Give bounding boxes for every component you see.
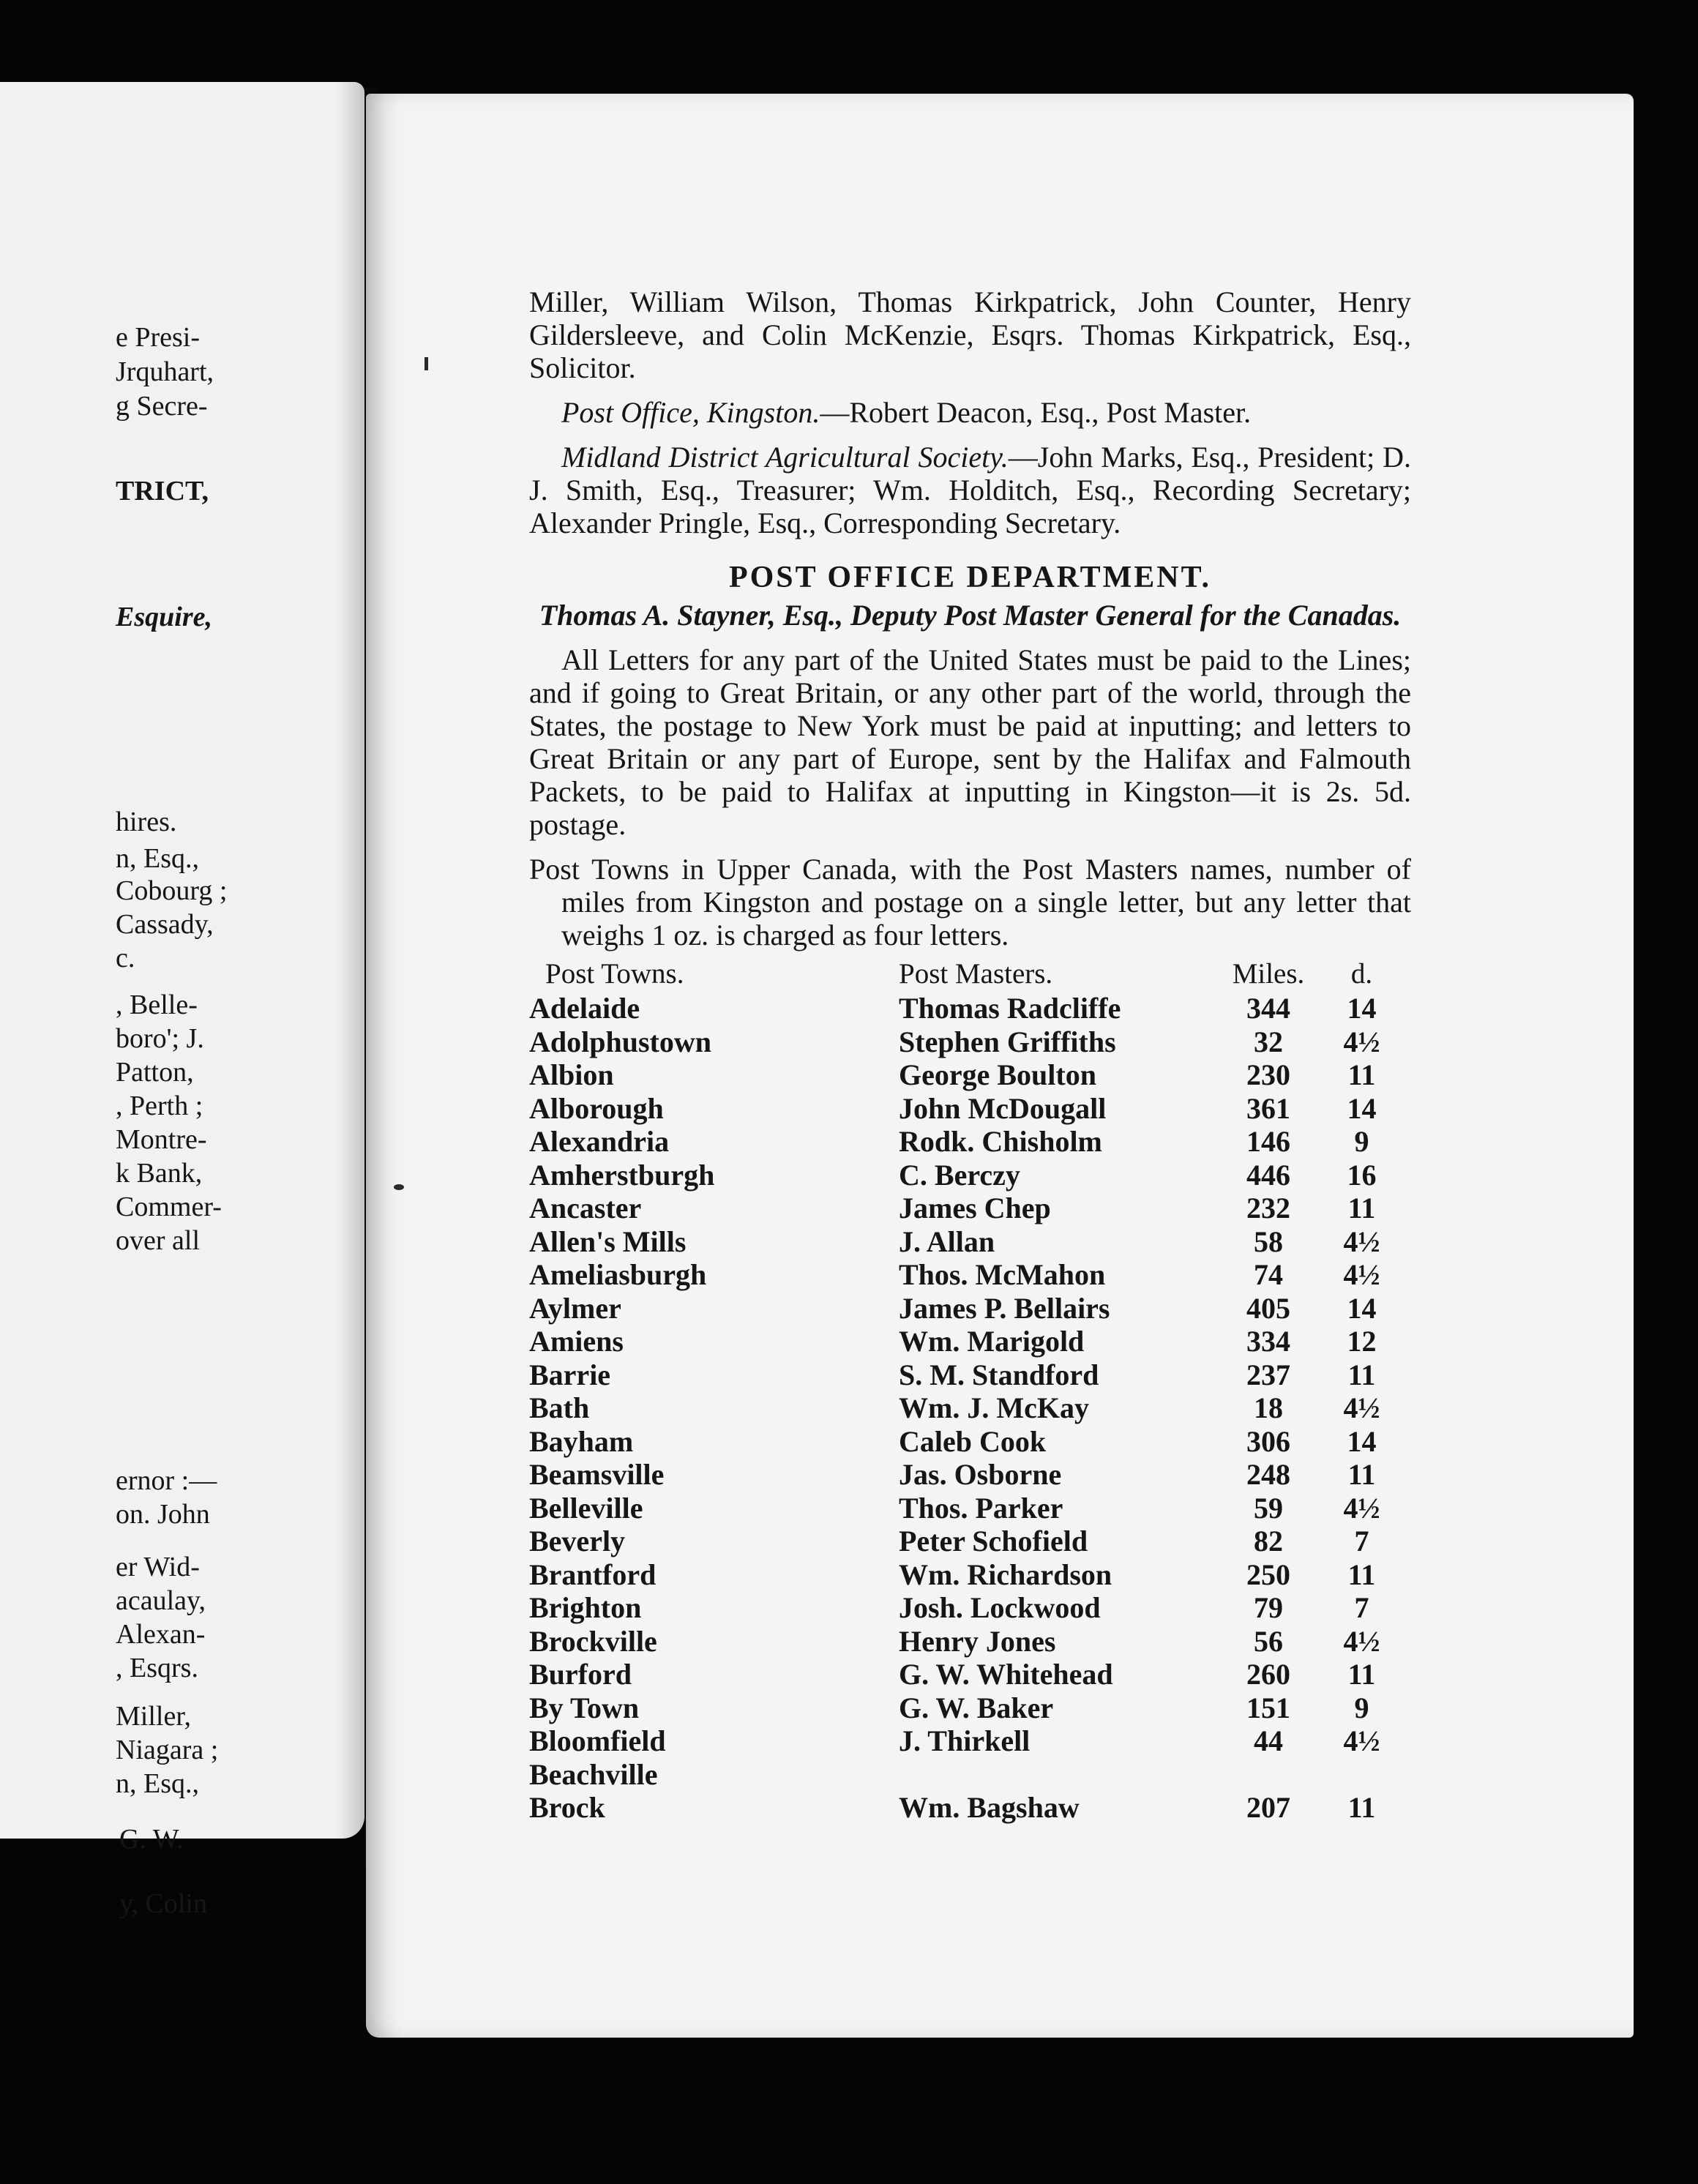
left-page-line: er Wid- [116,1552,200,1582]
table-row [529,1224,1411,1258]
table-body [529,991,1411,1824]
town-cell: Ancaster [529,1192,642,1224]
miles-cell: 151 [1246,1691,1290,1724]
left-page-line: Commer- [116,1192,222,1222]
table-row [529,1358,1411,1391]
town-cell: Aylmer [529,1291,621,1325]
master-cell: John McDougall [899,1091,1107,1125]
left-page-line: ernor :— [116,1465,217,1496]
master-cell: C. Berczy [899,1158,1020,1192]
pence-cell: 4½ [1343,1258,1380,1291]
miles-cell: 306 [1246,1424,1290,1458]
pence-cell: 4½ [1343,1025,1380,1058]
post-towns-table [529,957,1411,1824]
left-page-line: Alexan- [116,1619,206,1650]
table-header [529,957,1411,991]
left-page-line: Esquire, [116,602,212,632]
master-cell: Peter Schofield [899,1525,1088,1557]
left-page-line: TRICT, [116,476,209,506]
ink-speck [424,357,428,370]
pence-cell: 14 [1347,992,1377,1025]
pence-cell: 11 [1347,1058,1376,1091]
town-cell: Beamsville [529,1458,665,1491]
miles-cell: 361 [1246,1091,1290,1125]
left-page-line: Niagara ; [116,1735,219,1765]
miles-cell: 334 [1246,1325,1290,1358]
directors-paragraph: Miller, William Wilson, Thomas Kirkpatrick, John Counter, Henry Gildersleeve, and Colin McKenzie, Esqrs. Thomas Kirkpatrick, Esq., Solicitor. [529,285,1411,384]
agricultural-society [529,441,1411,539]
master-cell: George Boulton [899,1058,1096,1091]
master-cell: Wm. Richardson [899,1557,1112,1591]
table-row [529,1724,1411,1757]
town-cell: Bayham [529,1424,634,1458]
table-row [529,1158,1411,1192]
table-row [529,1391,1411,1424]
pence-cell: 11 [1347,1557,1376,1591]
table-row [529,1757,1411,1791]
master-cell: Stephen Griffiths [899,1025,1116,1058]
town-cell: Beachville [529,1757,658,1791]
miles-cell: 74 [1254,1258,1283,1291]
pence-cell: 14 [1347,1091,1377,1125]
postage-notice: All Letters for any part of the United States must be paid to the Lines; and if going to Great Britain, or any other part of the world, through the States, the postage to New York must be paid at inputting; and letters to Great Britain or any part of Europe, sent by the Halifax and Falmouth Packets, to be paid to Halifax at inputting in Kingston—it is 2s. 5d. postage. [529,643,1411,841]
post-office-label: Post Office, Kingston. [561,396,820,429]
miles-cell: 232 [1246,1192,1290,1224]
table-row [529,1524,1411,1557]
table-row [529,1324,1411,1358]
town-cell: Adelaide [529,992,640,1025]
pence-cell: 11 [1347,1192,1376,1224]
town-cell: Bath [529,1391,590,1424]
pence-cell: 4½ [1343,1724,1380,1757]
gutter-shadow [337,82,364,1839]
master-cell: Henry Jones [899,1624,1056,1658]
table-row [529,1691,1411,1724]
miles-cell: 260 [1246,1658,1290,1691]
miles-cell: 405 [1246,1291,1290,1325]
society-label: Midland District Agricultural Society. [561,441,1009,474]
town-cell: Brock [529,1791,605,1824]
pence-cell: 16 [1347,1158,1377,1192]
master-cell: Jas. Osborne [899,1458,1062,1491]
post-office-text: —Robert Deacon, Esq., Post Master. [820,396,1252,429]
miles-cell: 230 [1246,1058,1290,1091]
table-row [529,1291,1411,1325]
master-cell: Thos. McMahon [899,1258,1106,1291]
table-row [529,1657,1411,1691]
miles-cell: 58 [1254,1224,1283,1258]
pence-cell: 7 [1354,1525,1369,1557]
left-page-line: k Bank, [116,1158,203,1189]
miles-cell: 237 [1246,1358,1290,1391]
master-cell: Josh. Lockwood [899,1591,1101,1624]
town-cell: Adolphustown [529,1025,712,1058]
table-row [529,1590,1411,1624]
town-cell: Brockville [529,1624,657,1658]
miles-cell: 79 [1254,1591,1283,1624]
master-cell: S. M. Standford [899,1358,1099,1391]
post-towns-intro: Post Towns in Upper Canada, with the Post Masters names, number of miles from Kingston and postage on a single letter, but any letter that weighs 1 oz. is charged as four letters. [529,853,1411,951]
table-row [529,1058,1411,1091]
post-office-kingston [529,396,1411,429]
master-cell: Thomas Radcliffe [899,992,1121,1025]
town-cell: Brantford [529,1557,657,1591]
miles-cell: 59 [1254,1491,1283,1525]
table-row [529,1790,1411,1824]
master-cell: Thos. Parker [899,1491,1063,1525]
left-page-line: Jrquhart, [116,356,214,387]
left-page-line: y, Colin [119,1888,207,1919]
left-page-line: Patton, [116,1057,194,1088]
left-page-line: on. John [116,1499,210,1530]
town-cell: Alexandria [529,1125,670,1158]
left-page-line: n, Esq., [116,1768,199,1799]
miles-cell: 44 [1254,1724,1283,1757]
header-pence: d. [1350,958,1373,990]
miles-cell: 250 [1246,1557,1290,1591]
master-cell: J. Thirkell [899,1724,1031,1757]
left-page-line: Montre- [116,1124,207,1155]
miles-cell: 18 [1254,1391,1283,1424]
town-cell: Amherstburgh [529,1158,715,1192]
town-cell: Amiens [529,1325,624,1358]
table-row [529,1257,1411,1291]
section-heading: POST OFFICE DEPARTMENT. [728,561,1212,594]
town-cell: Barrie [529,1358,611,1391]
master-cell: James P. Bellairs [899,1291,1110,1325]
master-cell: Wm. Marigold [899,1325,1085,1358]
table-row [529,1191,1411,1224]
ink-speck [394,1184,404,1190]
table-row [529,1424,1411,1458]
pence-cell: 4½ [1343,1391,1380,1424]
master-cell: Wm. J. McKay [899,1391,1089,1424]
table-row [529,1557,1411,1591]
town-cell: Albion [529,1058,614,1091]
left-page-line: g Secre- [116,391,208,422]
table-row [529,1025,1411,1058]
town-cell: By Town [529,1691,640,1724]
deputy-postmaster: Thomas A. Stayner, Esq., Deputy Post Master General for the Canadas. [539,599,1402,632]
pence-cell: 4½ [1343,1224,1380,1258]
header-post-towns: Post Towns. [545,958,684,990]
table-row [529,1457,1411,1491]
left-page-line: n, Esq., [116,843,199,874]
master-cell: G. W. Whitehead [899,1658,1113,1691]
town-cell: Brighton [529,1591,642,1624]
left-page [0,82,364,1919]
left-page-line: boro'; J. [116,1023,204,1054]
pence-cell: 11 [1347,1658,1376,1691]
left-page-line: e Presi- [116,322,201,353]
left-page-line: Cassady, [116,909,214,940]
pence-cell: 14 [1347,1291,1377,1325]
page-content [529,285,1411,1824]
miles-cell: 446 [1246,1158,1290,1192]
society-text: —John Marks, Esq., President; D. J. Smith, Esq., Treasurer; Wm. Holditch, Esq., Recording Secretary; Alexander Pringle, Esq., Corresponding Secretary. [529,441,1412,539]
master-cell: Caleb Cook [899,1424,1047,1458]
town-cell: Beverly [529,1525,626,1557]
miles-cell: 344 [1246,992,1290,1025]
left-page-line: over all [116,1225,201,1256]
table-row [529,1091,1411,1125]
left-page-line: , Esqrs. [116,1653,198,1683]
master-cell: Wm. Bagshaw [899,1791,1080,1824]
master-cell: James Chep [899,1192,1051,1224]
miles-cell: 146 [1246,1125,1290,1158]
left-page-line: hires. [116,807,177,837]
pence-cell: 11 [1347,1791,1376,1824]
miles-cell: 56 [1254,1624,1283,1658]
pence-cell: 4½ [1343,1624,1380,1658]
left-page-line: acaulay, [116,1585,206,1616]
pence-cell: 14 [1347,1424,1377,1458]
pence-cell: 9 [1354,1125,1369,1158]
town-cell: Bloomfield [529,1724,666,1757]
miles-cell: 82 [1254,1525,1283,1557]
left-page-line: , Perth ; [116,1091,203,1121]
left-page-line: Cobourg ; [116,875,228,906]
miles-cell: 32 [1254,1025,1283,1058]
pence-cell: 12 [1347,1325,1377,1358]
pence-cell: 9 [1354,1691,1369,1724]
miles-cell: 248 [1246,1458,1290,1491]
master-cell: Rodk. Chisholm [899,1125,1102,1158]
table-row [529,1124,1411,1158]
header-post-masters: Post Masters. [899,958,1053,990]
left-page-line: c. [116,943,135,973]
header-miles: Miles. [1232,958,1305,990]
left-page-line: G. W. [119,1824,184,1855]
table-row [529,1624,1411,1658]
master-cell: G. W. Baker [899,1691,1054,1724]
town-cell: Allen's Mills [529,1224,687,1258]
table-row [529,1491,1411,1525]
town-cell: Burford [529,1658,632,1691]
town-cell: Alborough [529,1091,664,1125]
town-cell: Belleville [529,1491,643,1525]
left-page-line: , Belle- [116,990,198,1020]
pence-cell: 4½ [1343,1491,1380,1525]
pence-cell: 7 [1354,1591,1369,1624]
miles-cell: 207 [1246,1791,1290,1824]
pence-cell: 11 [1347,1458,1376,1491]
table-row [529,991,1411,1025]
town-cell: Ameliasburgh [529,1258,707,1291]
pence-cell: 11 [1347,1358,1376,1391]
master-cell: J. Allan [899,1224,995,1258]
left-page-line: Miller, [116,1701,191,1732]
